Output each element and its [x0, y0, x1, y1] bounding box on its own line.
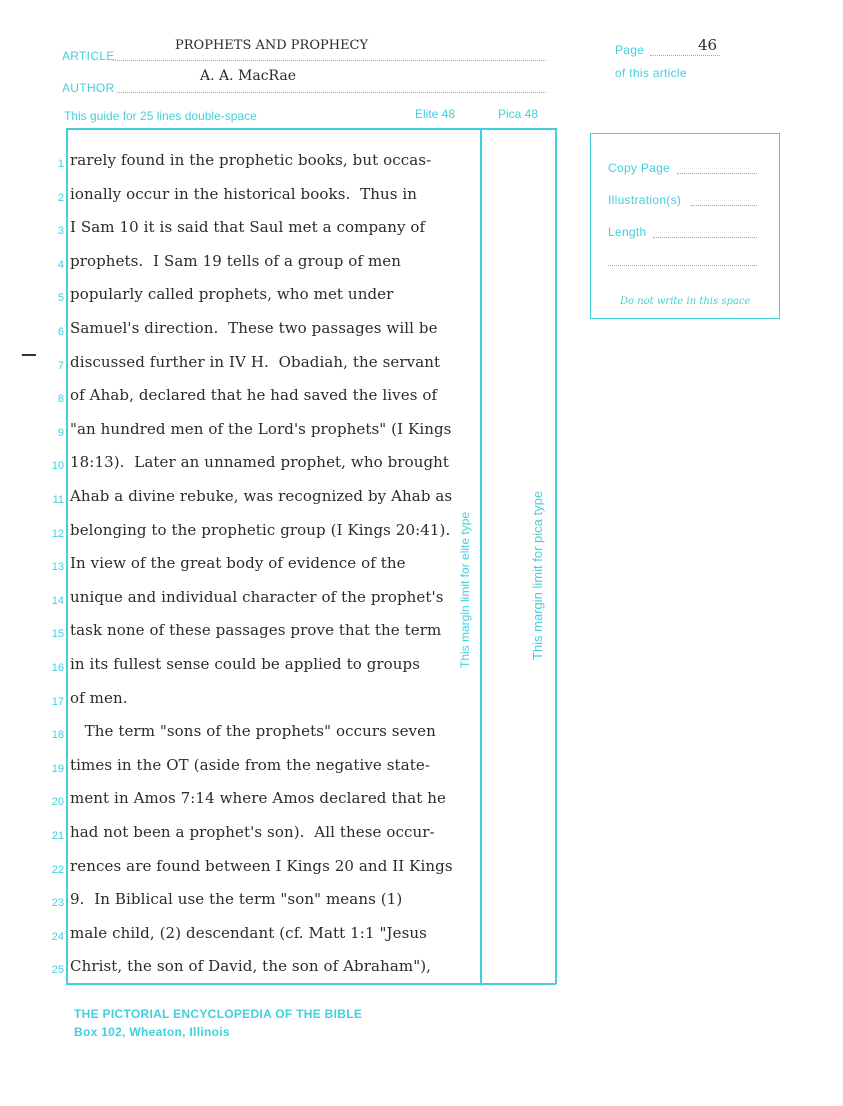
line-number: 20: [51, 796, 64, 809]
line-number: 11: [52, 494, 64, 506]
article-dotted-line: [113, 60, 546, 61]
of-this-article: of this article: [615, 66, 687, 80]
typed-line: I Sam 10 it is said that Saul met a company of: [70, 218, 426, 237]
typed-line: discussed further in IV H. Obadiah, the servant: [70, 352, 441, 371]
typed-line: In view of the great body of evidence of the: [70, 554, 406, 573]
line-number: 8: [57, 393, 64, 406]
copy-page-label: Copy Page: [608, 161, 671, 175]
frame-bottom-line: [66, 983, 556, 985]
typed-line: Ahab a divine rebuke, was recognized by Ahab as: [70, 487, 453, 505]
typed-line: rences are found between I Kings 20 and II Kings: [70, 856, 453, 875]
typed-line: 9. In Biblical use the term "son" means (1): [70, 890, 403, 909]
frame-top-line: [66, 128, 556, 130]
length-dotted-line: [653, 237, 757, 238]
author-value: A. A. MacRae: [200, 68, 297, 84]
line-number: 4: [57, 258, 64, 271]
line-number: 9: [57, 426, 64, 439]
typed-line: prophets. I Sam 19 tells of a group of men: [70, 251, 402, 270]
publisher-address: Box 102, Wheaton, Illinois: [74, 1025, 230, 1039]
line-number: 15: [51, 628, 64, 641]
typed-line: The term "sons of the prophets" occurs seven: [70, 722, 436, 741]
frame-left-line: [66, 128, 68, 984]
page-number: 46: [698, 36, 718, 54]
line-number: 21: [51, 830, 64, 842]
line-number: 25: [51, 964, 64, 977]
page-label: Page: [615, 43, 645, 57]
typed-line: times in the OT (aside from the negative state-: [70, 755, 431, 774]
illustrations-label: Illustration(s): [608, 193, 682, 207]
typed-line: male child, (2) descendant (cf. Matt 1:1 "Jesus: [70, 923, 427, 942]
guide-text: This guide for 25 lines double-space: [64, 109, 257, 123]
line-number: 12: [51, 527, 64, 540]
line-number: 22: [51, 863, 64, 876]
author-dotted-line: [117, 92, 546, 93]
pica-label: Pica 48: [498, 107, 539, 121]
typed-line: of men.: [70, 688, 128, 707]
line-number: 17: [51, 695, 64, 708]
line-number: 5: [57, 292, 64, 305]
line-number: 1: [57, 158, 64, 170]
line-number: 10: [51, 460, 64, 473]
line-number: 7: [57, 359, 64, 372]
article-label: ARTICLE: [62, 49, 115, 63]
typed-line: Christ, the son of David, the son of Abraham"),: [70, 957, 432, 976]
copy-page-dotted-line: [677, 173, 757, 174]
elite-margin-line: [480, 128, 482, 984]
typed-line: task none of these passages prove that the term: [70, 621, 442, 640]
elite-label: Elite 48: [415, 107, 456, 121]
typed-line: Samuel's direction. These two passages will be: [70, 319, 438, 337]
line-number: 16: [51, 662, 64, 674]
typed-line: ment in Amos 7:14 where Amos declared that he: [70, 789, 447, 808]
typed-line: in its fullest sense could be applied to groups: [70, 655, 421, 673]
editor-side-box: [590, 133, 780, 319]
article-value: PROPHETS AND PROPHECY: [175, 38, 369, 53]
pica-margin-line: [555, 128, 557, 984]
typed-line: belonging to the prophetic group (I Kings 20:41).: [70, 520, 451, 539]
line-number: 14: [51, 594, 64, 607]
illustrations-dotted-line: [691, 205, 757, 206]
typed-line: 18:13). Later an unnamed prophet, who brought: [70, 453, 450, 472]
line-number: 19: [51, 762, 64, 775]
line-number: 23: [51, 897, 64, 910]
typed-line: unique and individual character of the prophet's: [70, 587, 444, 606]
typed-line: ionally occur in the historical books. Thus in: [70, 184, 418, 203]
line-number: 24: [51, 930, 64, 943]
blank-dotted-line: [608, 265, 757, 266]
page-dotted-line: [650, 55, 720, 56]
length-label: Length: [608, 225, 647, 239]
line-number: 13: [51, 561, 64, 574]
line-number: 6: [57, 326, 64, 338]
line-number: 3: [57, 225, 64, 238]
publisher-name: THE PICTORIAL ENCYCLOPEDIA OF THE BIBLE: [74, 1007, 363, 1021]
typed-line: of Ahab, declared that he had saved the lives of: [70, 386, 438, 405]
author-label: AUTHOR: [62, 81, 115, 95]
typed-line: "an hundred men of the Lord's prophets" (I Kings: [70, 419, 452, 438]
line-number: 2: [57, 191, 64, 204]
pica-margin-limit-text: This margin limit for pica type: [530, 490, 545, 660]
typed-line: popularly called prophets, who met under: [70, 285, 394, 304]
typed-line: had not been a prophet's son). All these occur-: [70, 823, 435, 841]
typed-line: rarely found in the prophetic books, but occas-: [70, 151, 432, 169]
line-number: 18: [51, 729, 64, 742]
margin-dash-mark: [22, 354, 36, 356]
elite-margin-limit-text: This margin limit for elite type: [458, 511, 472, 668]
do-not-write-note: Do not write in this space: [620, 296, 751, 307]
